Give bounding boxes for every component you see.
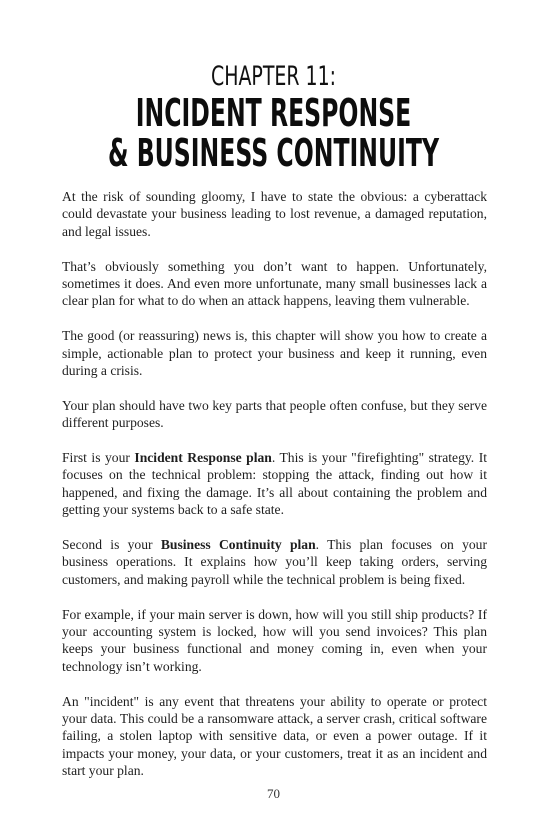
- paragraph-business-continuity: [62, 536, 487, 588]
- text-segment: First is your: [62, 450, 135, 466]
- text-segment: . This plan focuses on your business operations. It explains how you’ll keep taking orders, serving customers, and making payroll while the technical problem is being fixed.: [62, 537, 488, 587]
- text-segment: . This is your "firefighting" strategy. It focuses on the technical problem: stopping the attack, finding out how it happened, and fixing the damage. It’s all about containing the problem and getting your systems back to a safe state.: [62, 450, 487, 518]
- paragraph-incident-definition: An "incident" is any event that threatens your ability to operate or protect your data. This could be a ransomware attack, a server crash, critical software failing, a stolen laptop with sensitive data, or even a power outage. If it impacts your money, your data, or your customers, treat it as an incident and start your plan.: [62, 693, 487, 779]
- page-number: 70: [267, 786, 280, 801]
- paragraph-example: For example, if your main server is down, how will you still ship products? If your accounting system is locked, how will you send invoices? This plan keeps your business functional and money coming in, even when your technology isn’t working.: [62, 606, 487, 674]
- chapter-body: [62, 188, 487, 797]
- paragraph-incident-response: [62, 449, 487, 519]
- term-incident-response-plan: Incident Response plan: [134, 450, 272, 466]
- chapter-title-line-2: & BUSINESS CONTINUITY: [107, 131, 440, 175]
- paragraph-two-parts: Your plan should have two key parts that people often confuse, but they serve different purposes.: [62, 397, 487, 431]
- paragraph-unfortunately: That’s obviously something you don’t want to happen. Unfortunately, sometimes it does. And even more unfortunate, many small businesses lack a clear plan for what to do when an attack happens, leaving them vulnerable.: [62, 258, 487, 309]
- paragraph-good-news: The good (or reassuring) news is, this chapter will show you how to create a simple, actionable plan to protect your business and keep it running, even during a crisis.: [62, 328, 487, 379]
- text-segment: Second is your: [62, 537, 161, 553]
- chapter-label: CHAPTER 11:: [210, 61, 337, 92]
- paragraph-intro: At the risk of sounding gloomy, I have to state the obvious: a cyberattack could devastate your business leading to lost revenue, a damaged reputation, and legal issues.: [62, 189, 487, 239]
- term-business-continuity-plan: Business Continuity plan: [160, 537, 316, 553]
- chapter-header: [0, 61, 547, 175]
- chapter-title-line-1: INCIDENT RESPONSE: [135, 91, 412, 135]
